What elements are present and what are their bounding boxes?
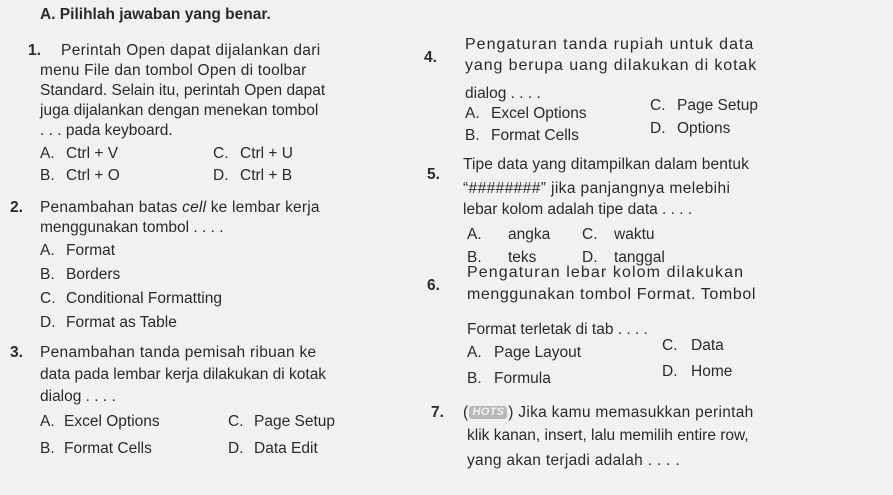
option-label: A. bbox=[40, 145, 55, 162]
question-text-line: Pengaturan tanda rupiah untuk data bbox=[465, 36, 755, 53]
option-text: tanggal bbox=[614, 249, 665, 266]
option-label: C. bbox=[213, 145, 229, 162]
section-title: A. Pilihlah jawaban yang benar. bbox=[40, 6, 271, 23]
option-text: Data Edit bbox=[254, 440, 318, 457]
option-label: C. bbox=[228, 413, 244, 430]
option-label: B. bbox=[40, 167, 55, 184]
question-number: 2. bbox=[10, 199, 23, 216]
question-text-line: dialog . . . . bbox=[40, 388, 116, 405]
option-label: D. bbox=[213, 167, 229, 184]
option-text: Excel Options bbox=[491, 105, 587, 122]
question-text-line: Standard. Selain itu, perintah Open dapat bbox=[40, 82, 326, 99]
option-text: Borders bbox=[66, 266, 121, 283]
option-text: Format as Table bbox=[66, 314, 177, 331]
option-text: Options bbox=[677, 120, 731, 137]
question-number: 1. bbox=[28, 42, 41, 59]
question-text-line: menu File dan tombol Open di toolbar bbox=[40, 62, 307, 79]
option-label: B. bbox=[467, 370, 482, 387]
option-text: Format bbox=[66, 242, 116, 259]
question-text-line: Format terletak di tab . . . . bbox=[467, 321, 648, 338]
option-text: Conditional Formatting bbox=[66, 290, 222, 307]
question-number: 6. bbox=[427, 277, 440, 294]
option-label: D. bbox=[228, 440, 244, 457]
question-text-line: menggunakan tombol Format. Tombol bbox=[467, 286, 756, 303]
option-text: Ctrl + U bbox=[240, 145, 293, 162]
question-text-line: ( HOTS ) Jika kamu memasukkan perintah bbox=[463, 404, 754, 421]
question-number: 7. bbox=[431, 404, 444, 421]
question-text-line: . . . pada keyboard. bbox=[40, 122, 173, 139]
option-label: C. bbox=[582, 226, 598, 243]
option-text: angka bbox=[508, 226, 551, 243]
option-label: A. bbox=[467, 344, 482, 361]
option-text: waktu bbox=[614, 226, 655, 243]
question-text-line: lebar kolom adalah tipe data . . . . bbox=[463, 201, 693, 218]
option-text: teks bbox=[508, 249, 537, 266]
question-text-line: data pada lembar kerja dilakukan di kotak bbox=[40, 366, 327, 383]
question-text-line: menggunakan tombol . . . . bbox=[40, 219, 224, 236]
option-label: A. bbox=[465, 105, 480, 122]
option-text: Format Cells bbox=[64, 440, 152, 457]
option-text: Ctrl + V bbox=[66, 145, 119, 162]
option-text: Ctrl + O bbox=[66, 167, 120, 184]
question-number: 3. bbox=[10, 344, 23, 361]
option-label: C. bbox=[662, 337, 678, 354]
option-text: Ctrl + B bbox=[240, 167, 293, 184]
question-text-line: dialog . . . . bbox=[465, 85, 541, 102]
option-label: A. bbox=[40, 413, 55, 430]
option-label: A. bbox=[467, 226, 482, 243]
option-label: D. bbox=[650, 120, 666, 137]
option-label: A. bbox=[40, 242, 55, 259]
option-label: D. bbox=[40, 314, 56, 331]
question-text-line: yang akan terjadi adalah . . . . bbox=[467, 452, 680, 469]
option-label: B. bbox=[465, 127, 480, 144]
option-text: Page Layout bbox=[494, 344, 582, 361]
option-text: Home bbox=[691, 363, 733, 380]
question-number: 5. bbox=[427, 166, 440, 183]
option-label: D. bbox=[662, 363, 678, 380]
question-text-line: Penambahan batas cell ke lembar kerja bbox=[40, 199, 320, 216]
question-text-line: yang berupa uang dilakukan di kotak bbox=[465, 57, 758, 74]
question-text-line: Penambahan tanda pemisah ribuan ke bbox=[40, 344, 317, 361]
hots-badge: HOTS bbox=[469, 406, 507, 419]
question-text-line: klik kanan, insert, lalu memilih entire row, bbox=[467, 427, 749, 444]
option-label: C. bbox=[40, 290, 56, 307]
option-label: D. bbox=[582, 249, 598, 266]
option-label: C. bbox=[650, 97, 666, 114]
option-text: Page Setup bbox=[254, 413, 336, 430]
option-text: Format Cells bbox=[491, 127, 579, 144]
question-text-line: Perintah Open dapat dijalankan dari bbox=[61, 42, 321, 59]
question-text-line: “########” jika panjangnya melebihi bbox=[463, 180, 731, 197]
option-label: B. bbox=[40, 266, 55, 283]
option-label: B. bbox=[40, 440, 55, 457]
option-text: Data bbox=[691, 337, 724, 354]
option-text: Page Setup bbox=[677, 97, 759, 114]
option-label: B. bbox=[467, 249, 482, 266]
option-text: Formula bbox=[494, 370, 551, 387]
question-text-line: Pengaturan lebar kolom dilakukan bbox=[467, 264, 745, 281]
option-text: Excel Options bbox=[64, 413, 160, 430]
question-text-line: juga dijalankan dengan menekan tombol bbox=[40, 102, 319, 119]
question-number: 4. bbox=[424, 49, 437, 66]
question-text-line: Tipe data yang ditampilkan dalam bentuk bbox=[463, 156, 749, 173]
